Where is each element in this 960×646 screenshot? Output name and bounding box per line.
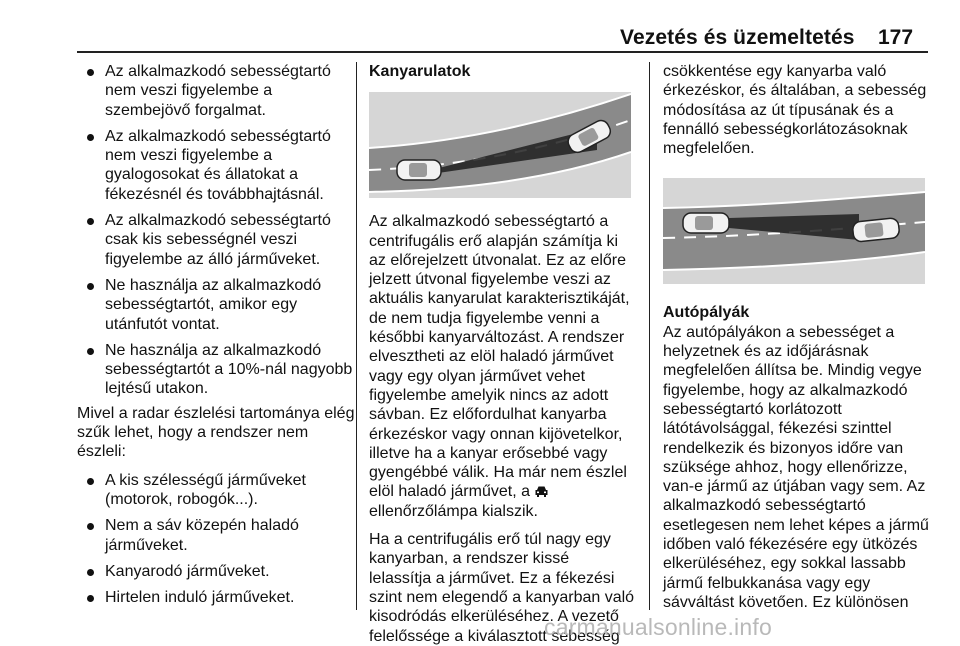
speed-paragraph: csökkentése egy kanyarba való érkezéskor, és általában, a sebesség módosítása az út típusának és a fennálló sebességkorlátozásoknak megfelelően.	[663, 63, 927, 158]
section-heading: Kanyarulatok	[369, 63, 471, 80]
highway-illustration	[663, 178, 925, 284]
watermark: carmanualsonline.info	[544, 614, 772, 640]
column-divider	[356, 62, 357, 610]
car-icon	[397, 160, 441, 180]
column-divider	[649, 62, 650, 610]
list-item: Ne használja az alkalmazkodó sebességtartót a 10%-nál nagyobb lejtésű utakon.	[77, 341, 355, 399]
header-rule	[77, 51, 928, 53]
column-3	[663, 62, 929, 612]
undetected-list	[77, 471, 355, 608]
car-icon	[852, 218, 900, 243]
list-item: A kis szélességű járműveket (motorok, robogók...).	[77, 471, 355, 510]
highway-paragraph: Az autópályákon a sebességet a helyzetnek és az időjárásnak megfelelően állítsa be. Mindig vegye figyelembe, hogy az alkalmazkodó sebességtartó korlátozott látótávolsággal, fékezési szinttel rendelkezik és bizonyos időre van szüksége ahhoz, hogy ellenőrizze, van-e jármű az útjában vagy sem. Az alkalmazkodó sebességtartó esetlegesen nem lehet képes a jármű időben való fékezésére egy ütközés elkerüléséhez, egy sokkal lassabb jármű felbukkanása vagy egy sávváltást követően. Ez különösen	[663, 323, 929, 611]
list-item: Az alkalmazkodó sebességtartó nem veszi figyelembe a gyalogosokat és állatokat a fékezésnél és továbbhajtásnál.	[77, 127, 355, 204]
section-heading: Autópályák	[663, 304, 750, 322]
column-2	[369, 62, 635, 646]
list-item: Hirtelen induló járműveket.	[77, 588, 355, 607]
car-icon	[683, 213, 729, 233]
list-item: Az alkalmazkodó sebességtartó nem veszi figyelembe a szembejövő forgalmat.	[77, 62, 355, 120]
column-1	[77, 62, 355, 614]
page-header-title: Vezetés és üzemeltetés	[620, 26, 855, 49]
curves-paragraph: Az alkalmazkodó sebességtartó a centrifugális erő alapján számítja ki az előrejelzett útvonalat. Ez az előre jelzett útvonal figyelembe veszi az aktuális kanyarulat karakterisztikáját, de nem tudja figyelembe venni a későbbi kanyarváltozást. A rendszer elvesztheti az elöl haladó járművet vagy egy olyan járművet vehet figyelembe amelyik nincs az adott sávban. Ez előfordulhat kanyarba érkezéskor vagy onnan kijövetelkor, illetve ha a kanyar erősebbé vagy gyengébbé válik. Ha már nem észlel elöl haladó járművet, a ellenőrzőlámpa kialszik.	[369, 213, 630, 520]
car-front-icon	[534, 485, 549, 498]
list-item: Az alkalmazkodó sebességtartó csak kis sebességnél veszi figyelembe az álló járműveket.	[77, 211, 355, 269]
list-item: Ne használja az alkalmazkodó sebességtartót, amikor egy utánfutót vontat.	[77, 276, 355, 334]
list-item: Nem a sáv közepén haladó járműveket.	[77, 516, 355, 555]
limitations-list	[77, 62, 355, 399]
curve-illustration	[369, 92, 631, 198]
list-item: Kanyarodó járműveket.	[77, 562, 355, 581]
page-number: 177	[878, 26, 914, 49]
centrifugal-paragraph: Ha a centrifugális erő túl nagy egy kanyarban, a rendszer kissé lelassítja a járművet. Ez a fékezési szint nem elegendő a kanyarban való kisodródás elkerüléséhez. A vezető felelőssége a kiválasztott sebesség	[369, 531, 635, 645]
radar-paragraph: Mivel a radar észlelési tartománya elég szűk lehet, hogy a rendszer nem észleli:	[77, 404, 355, 461]
